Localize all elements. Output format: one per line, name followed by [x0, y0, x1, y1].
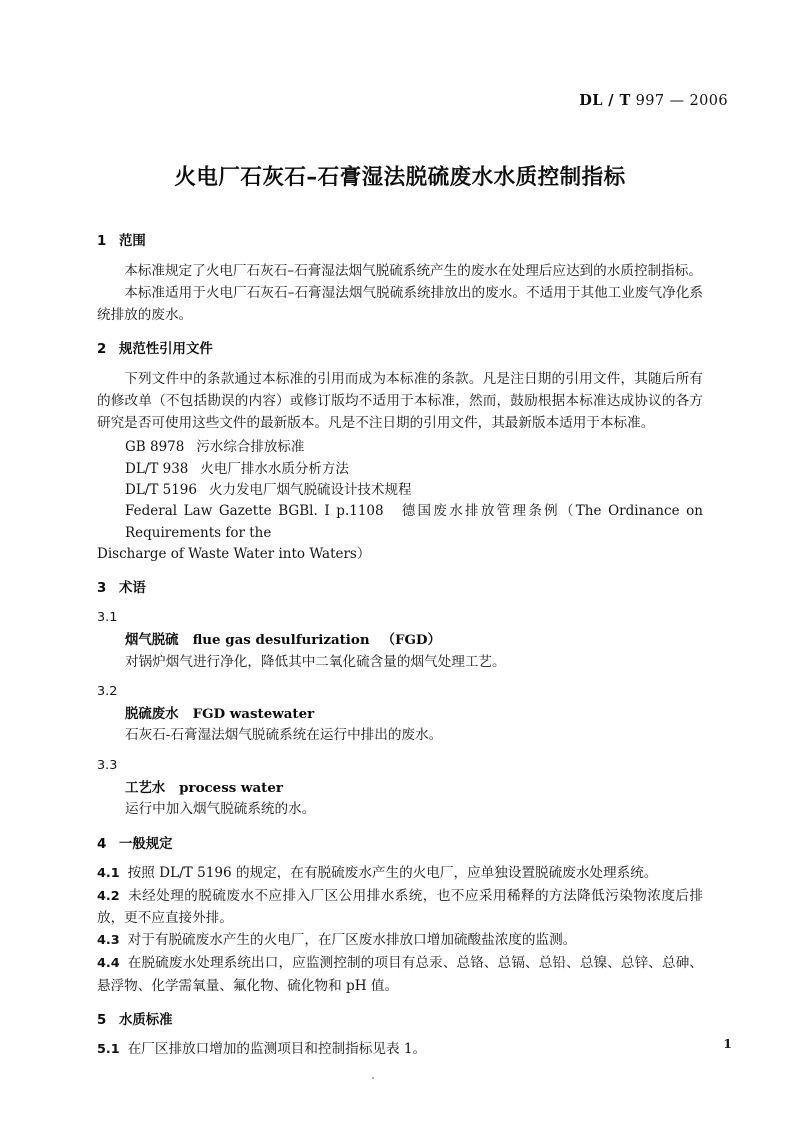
reference-foreign-line-1: Federal Law Gazette BGBl. I p.1108 德国废水排放管理条例（The Ordinance on Requirements for the [125, 503, 703, 541]
clause-4-1 [97, 862, 703, 885]
term-number-3-1: 3.1 [97, 610, 118, 626]
term-title-3-1 [125, 630, 703, 651]
section-number-5: 5 [97, 1012, 107, 1028]
clause-number: 4.1 [97, 865, 120, 881]
standard-number: 997 [635, 93, 665, 109]
reference-code: DL/T 5196 [125, 481, 197, 498]
reference-code: DL/T 938 [125, 460, 189, 477]
document-header [579, 92, 728, 109]
spacer [97, 997, 703, 1011]
reference-name: 火电厂排水水质分析方法 [200, 460, 349, 477]
term-zh: 工艺水 [125, 779, 166, 796]
spacer [97, 326, 703, 340]
term-definition-3-2: 石灰石-石膏湿法烟气脱硫系统在运行中排出的废水。 [125, 727, 443, 744]
reference-name: 污水综合排放标准 [196, 439, 305, 456]
term-zh: 烟气脱硫 [125, 631, 179, 648]
standard-prefix: DL / T [579, 92, 631, 109]
scan-artifact-speck [372, 1077, 374, 1079]
clause-number: 4.3 [97, 933, 120, 949]
clause-text: 未经处理的脱硫废水不应排入厂区公用排水系统，也不应采用稀释的方法降低污染物浓度后排放，更不应直接外排。 [97, 887, 703, 927]
term-number-3-2: 3.2 [97, 684, 118, 700]
section-number-2: 2 [97, 342, 107, 358]
reference-item [97, 480, 703, 501]
term-zh: 脱硫废水 [125, 705, 179, 722]
page-title: 火电厂石灰石–石膏湿法脱硫废水水质控制指标 [174, 165, 626, 190]
term-en: process water [179, 779, 283, 796]
section-heading-1 [97, 232, 703, 252]
section-title-1: 范围 [119, 234, 146, 249]
clause-4-4 [97, 952, 703, 997]
clause-5-1 [97, 1038, 703, 1061]
spacer [97, 855, 703, 862]
reference-item-foreign [97, 501, 703, 565]
section-title-5: 水质标准 [119, 1012, 173, 1028]
clause-text: 在脱硫废水处理系统出口，应监测控制的项目有总汞、总铬、总镉、总铅、总镍、总锌、总砷、悬浮物、化学需氧量、氟化物、硫化物和 pH 值。 [97, 955, 703, 994]
section-title-4: 一般规定 [119, 836, 173, 852]
section-heading-5 [97, 1011, 703, 1031]
clause-text: 对于有脱硫废水产生的火电厂，在厂区废水排放口增加硫酸盐浓度的监测。 [127, 932, 577, 949]
document-body [97, 232, 703, 1061]
section-number-4: 4 [97, 836, 107, 852]
clause-4-2 [97, 885, 703, 930]
section-heading-4 [97, 835, 703, 855]
section-heading-2 [97, 340, 703, 360]
header-dash: — [669, 93, 685, 109]
term-title-3-2 [125, 704, 703, 725]
clause-text: 按照 DL/T 5196 的规定，在有脱硫废水产生的火电厂，应单独设置脱硫废水处理系统。 [127, 864, 658, 881]
page-number: 1 [723, 1036, 732, 1051]
term-abbr: （FGD） [381, 631, 441, 648]
term-definition-3-3: 运行中加入烟气脱硫系统的水。 [125, 801, 316, 818]
section-heading-3 [97, 579, 703, 599]
section-number-1: 1 [97, 234, 107, 249]
term-en: FGD wastewater [192, 705, 315, 722]
section-2-paragraph-1: 下列文件中的条款通过本标准的引用而成为本标准的条款。凡是注日期的引用文件，其随后所有的修改单（不包括勘误的内容）或修订版均不适用于本标准，然而，鼓励根据本标准达成协议的各方研究是否可使用这些文件的最新版本。凡是不注日期的引用文件，其最新版本适用于本标准。 [97, 371, 703, 432]
reference-name: 火力发电厂烟气脱硫设计技术规程 [209, 481, 412, 498]
reference-foreign-line-2: Discharge of Waste Water into Waters） [97, 545, 371, 562]
reference-item [97, 437, 703, 458]
section-1-paragraph-2: 本标准适用于火电厂石灰石–石膏湿法烟气脱硫系统排放出的废水。不适用于其他工业废气净化系统排放的废水。 [97, 285, 703, 324]
spacer [97, 565, 703, 579]
standard-year: 2006 [689, 93, 728, 109]
term-en: flue gas desulfurization [192, 631, 370, 648]
reference-code: GB 8978 [125, 439, 185, 456]
reference-item [97, 459, 703, 480]
section-title-2: 规范性引用文件 [119, 342, 213, 358]
spacer [97, 821, 703, 835]
clause-number: 4.4 [97, 956, 120, 972]
section-number-3: 3 [97, 581, 107, 597]
term-title-3-3 [125, 778, 703, 799]
section-title-3: 术语 [119, 581, 146, 597]
spacer [97, 1031, 703, 1038]
normative-reference-list [97, 437, 703, 565]
clause-number: 5.1 [97, 1041, 120, 1057]
clause-number: 4.2 [97, 888, 120, 904]
term-definition-3-1: 对锅炉烟气进行净化，降低其中二氧化硫含量的烟气处理工艺。 [125, 653, 506, 670]
section-1-paragraph-1: 本标准规定了火电厂石灰石–石膏湿法烟气脱硫系统产生的废水在处理后应达到的水质控制指标。 [124, 263, 702, 280]
clause-text: 在厂区排放口增加的监测项目和控制指标见表 1。 [127, 1040, 427, 1057]
clause-4-3 [97, 929, 703, 952]
term-number-3-3: 3.3 [97, 757, 118, 773]
